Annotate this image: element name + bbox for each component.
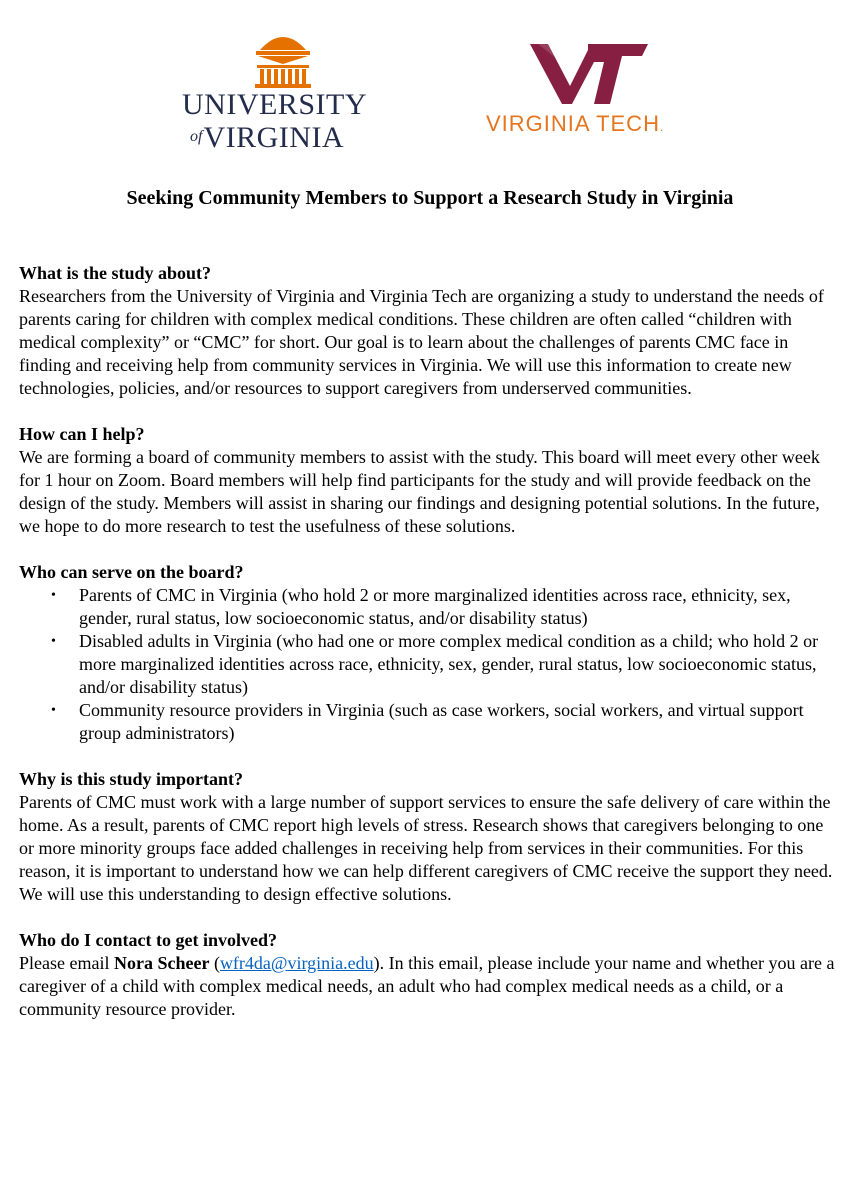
document-body	[19, 262, 839, 1044]
bullet-icon: •	[51, 634, 56, 649]
logo-header	[0, 0, 860, 175]
section-heading-help: How can I help?	[19, 424, 145, 444]
list-item	[51, 584, 839, 630]
contact-email-link[interactable]: wfr4da@virginia.edu	[219, 953, 374, 973]
contact-paren: (	[209, 953, 220, 973]
section-heading-contact: Who do I contact to get involved?	[19, 930, 277, 950]
section-body-important: Parents of CMC must work with a large number of support services to ensure the safe delivery of care within the home. As a result, parents of CMC report high levels of stress. Research shows that caregivers belonging to one or more minority groups face added challenges in receiving help from services in their communities. For this reason, it is important to understand how we can help different caregivers of CMC receive the support they need. We will use this understanding to design effective solutions.	[19, 792, 833, 904]
section-body-about: Researchers from the University of Virginia and Virginia Tech are organizing a study to understand the needs of parents caring for children with complex medical conditions. These children are often called “children with medical complexity” or “CMC” for short. Our goal is to learn about the challenges of parents CMC face in finding and receiving help from community services in Virginia. We will use this information to create new technologies, policies, and/or resources to support caregivers from underserved communities.	[19, 286, 824, 398]
uva-wordmark-line1: UNIVERSITY	[182, 88, 367, 121]
virginia-tech-wordmark	[486, 110, 706, 141]
rotunda-icon	[254, 28, 312, 88]
contact-pre-text: Please email	[19, 953, 114, 973]
board-eligibility-list	[19, 584, 839, 745]
vt-monogram-icon	[526, 40, 656, 106]
virginia-tech-logo	[486, 40, 706, 140]
section-heading-board: Who can serve on the board?	[19, 562, 244, 582]
section-heading-about: What is the study about?	[19, 263, 212, 283]
list-item-text: Disabled adults in Virginia (who had one or more complex medical condition as a child; who hold 2 or more marginalized identities across race, ethnicity, sex, gender, rural status, low socioeconomic status, and/or disability status)	[79, 631, 819, 697]
section-heading-important: Why is this study important?	[19, 769, 244, 789]
uva-wordmark-virginia: VIRGINIA	[203, 121, 345, 154]
vt-trademark: .	[659, 120, 665, 134]
uva-wordmark-line2	[190, 122, 380, 158]
list-item	[51, 630, 839, 699]
list-item-text: Community resource providers in Virginia (such as case workers, social workers, and virtual support group administrators)	[79, 700, 804, 743]
vt-name: VIRGINIA TECH	[486, 111, 660, 136]
list-item	[51, 699, 839, 745]
page-title: Seeking Community Members to Support a Research Study in Virginia	[126, 187, 734, 209]
section-body-contact	[19, 952, 839, 1021]
list-item-text: Parents of CMC in Virginia (who hold 2 or more marginalized identities across race, ethnicity, sex, gender, rural status, low socioeconomic status, and/or disability status)	[79, 585, 791, 628]
uva-logo	[182, 28, 378, 153]
contact-name: Nora Scheer	[113, 953, 210, 973]
bullet-icon: •	[51, 588, 56, 603]
uva-wordmark-of: of	[190, 128, 203, 145]
section-body-help: We are forming a board of community members to assist with the study. This board will meet every other week for 1 hour on Zoom. Board members will help find participants for the study and will provide feedback on the design of the study. Members will assist in sharing our findings and designing potential solutions. In the future, we hope to do more research to test the usefulness of these solutions.	[19, 447, 820, 536]
bullet-icon: •	[51, 703, 56, 718]
contact-post-text: ). In this email, please include your name and whether you are a caregiver of a child with complex medical needs, an adult who had complex medical needs as a child, or a community resource provider.	[19, 953, 835, 1019]
